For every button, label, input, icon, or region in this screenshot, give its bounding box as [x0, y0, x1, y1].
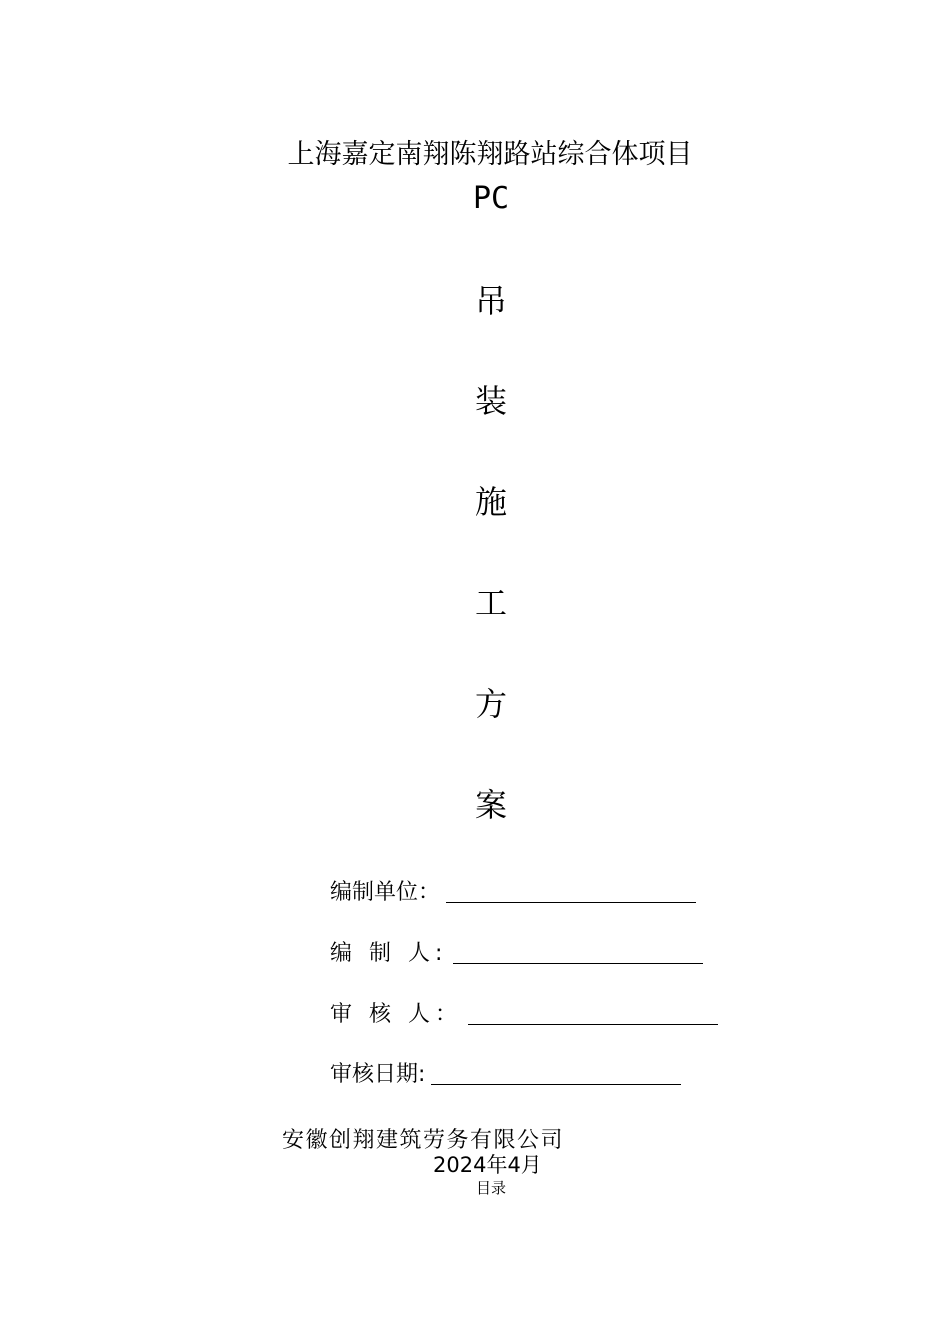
title-char-1: 吊 [474, 282, 507, 320]
form-field-unit[interactable] [446, 901, 696, 903]
title-char-5: 方 [474, 685, 507, 723]
form-field-review-date[interactable] [431, 1083, 681, 1085]
form-row-reviewer [330, 1002, 718, 1028]
form-field-editor[interactable] [453, 962, 703, 964]
issue-date: 2024年4月 [433, 1153, 542, 1177]
project-title: 上海嘉定南翔陈翔路站综合体项目 [287, 139, 693, 170]
title-char-3: 施 [474, 483, 507, 521]
form-field-reviewer[interactable] [468, 1023, 718, 1025]
form-label-unit: 编制单位： [330, 880, 441, 905]
form-row-review-date [330, 1062, 681, 1088]
form-row-unit [330, 880, 696, 906]
company-name: 安徽创翔建筑劳务有限公司 [282, 1128, 565, 1153]
title-char-6: 案 [474, 786, 507, 824]
toc-heading: 目录 [475, 1179, 506, 1197]
title-char-4: 工 [474, 584, 507, 622]
title-char-pc: PC [472, 181, 510, 216]
title-char-2: 装 [474, 382, 507, 420]
form-label-reviewer: 审 核 人： [330, 1002, 462, 1027]
form-label-review-date: 审核日期: [330, 1062, 426, 1087]
form-row-editor [330, 941, 703, 967]
form-label-editor: 编 制 人: [330, 941, 448, 966]
